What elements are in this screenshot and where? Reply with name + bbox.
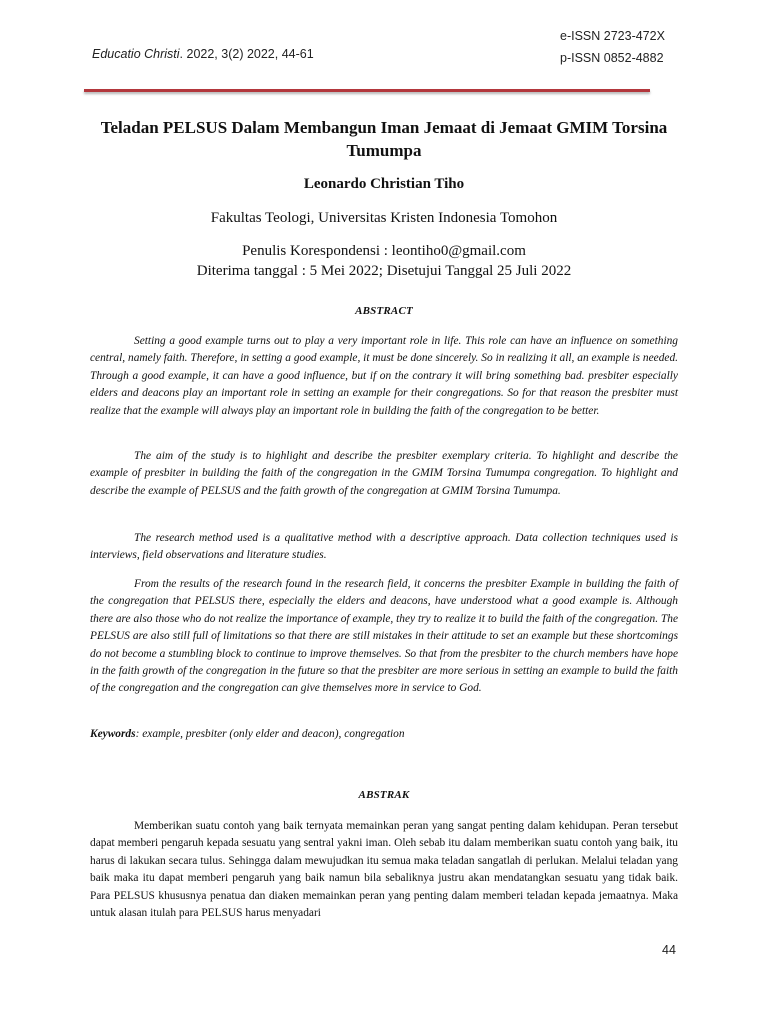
p-issn: p-ISSN 0852-4882 [560,51,664,65]
journal-volume-pages: . 2022, 3(2) 2022, 44-61 [179,47,314,61]
journal-name: Educatio Christi [92,47,180,61]
abstract-paragraph: The research method used is a qualitative method with a descriptive approach. Data collection techniques used is interviews, field observations and literature studies. [90,532,678,562]
keywords-line [90,728,678,740]
page-number: 44 [662,943,676,957]
e-issn: e-ISSN 2723-472X [560,29,665,43]
header-divider [84,89,650,92]
keywords-label: Keywords [90,728,136,740]
abstract-paragraph: The aim of the study is to highlight and describe the presbiter exemplary criteria. To highlight and describe the example of presbiter in building the faith of the congregation in the GMIM Torsina Tumumpa congregation. To highlight and describe the example of PELSUS and the faith growth of the congregation at GMIM Torsina Tumumpa. [90,450,678,497]
received-accepted-dates: Diterima tanggal : 5 Mei 2022; Disetujui Tanggal 25 Juli 2022 [196,263,572,279]
abstract-paragraph: From the results of the research found in the research field, it concerns the presbiter Example in building the faith of the congregation that PELSUS there, especially the elders and deacons, have understood what a good example is. Although there are also those who do not realize the importance of example, they try to realize it to build the faith of the congregation. The PELSUS are also still full of limitations so that there are still mistakes in their attitude to set an example but these shortcomings do not become a stumbling block to continue to improve themselves. So that from the presbiter to the church members have hope in the faith growth of the congregation in the future so that the presbiter are more serious in setting an example to build the faith of the congregation and the congregation can give themselves more in service to God. [90,578,678,695]
abstrak-heading: ABSTRAK [358,789,410,801]
abstrak-paragraph: Memberikan suatu contoh yang baik ternyata memainkan peran yang sangat penting dalam kehidupan. Peran tersebut dapat memberi pengaruh kepada sesuatu yang sentral yakni iman. Oleh sebab itu dalam memberikan suatu contoh yang baik, itu harus di lakukan secara tulus. Sehingga dalam mewujudkan itu semua maka teladan sangatlah di perlukan. Melalui teladan yang baik maka itu dapat memberi pengaruh yang baik namun bila sebaliknya justru akan mendatangkan sesuatu yang tidak baik. Para PELSUS khususnya penatua dan diaken memainkan peran yang penting dalam memberi teladan kepada jemaatnya. Maka untuk alasan itulah para PELSUS harus menyadari [90,820,678,920]
abstract-paragraph: Setting a good example turns out to play a very important role in life. This role can have an influence on something central, namely faith. Therefore, in setting a good example, it must be done sincerely. So in realizing it all, an example is needed. Through a good example, it can have a good influence, but if on the contrary it will bring something bad. presbiter especially elders and deacons play an important role in setting an example for their congregations. So for that reason the presbiter must realize that the example will always play an important role in building the faith of the congregation to be better. [90,335,678,417]
correspondence-email: Penulis Korespondensi : leontiho0@gmail.com [242,243,526,259]
article-title: Teladan PELSUS Dalam Membangun Iman Jemaat di Jemaat GMIM Torsina Tumumpa [100,118,668,160]
abstract-heading: ABSTRACT [355,305,413,317]
author-affiliation: Fakultas Teologi, Universitas Kristen Indonesia Tomohon [210,210,558,226]
keywords-text: : example, presbiter (only elder and deacon), congregation [135,728,405,740]
journal-citation [92,47,314,61]
author-name: Leonardo Christian Tiho [303,176,465,192]
